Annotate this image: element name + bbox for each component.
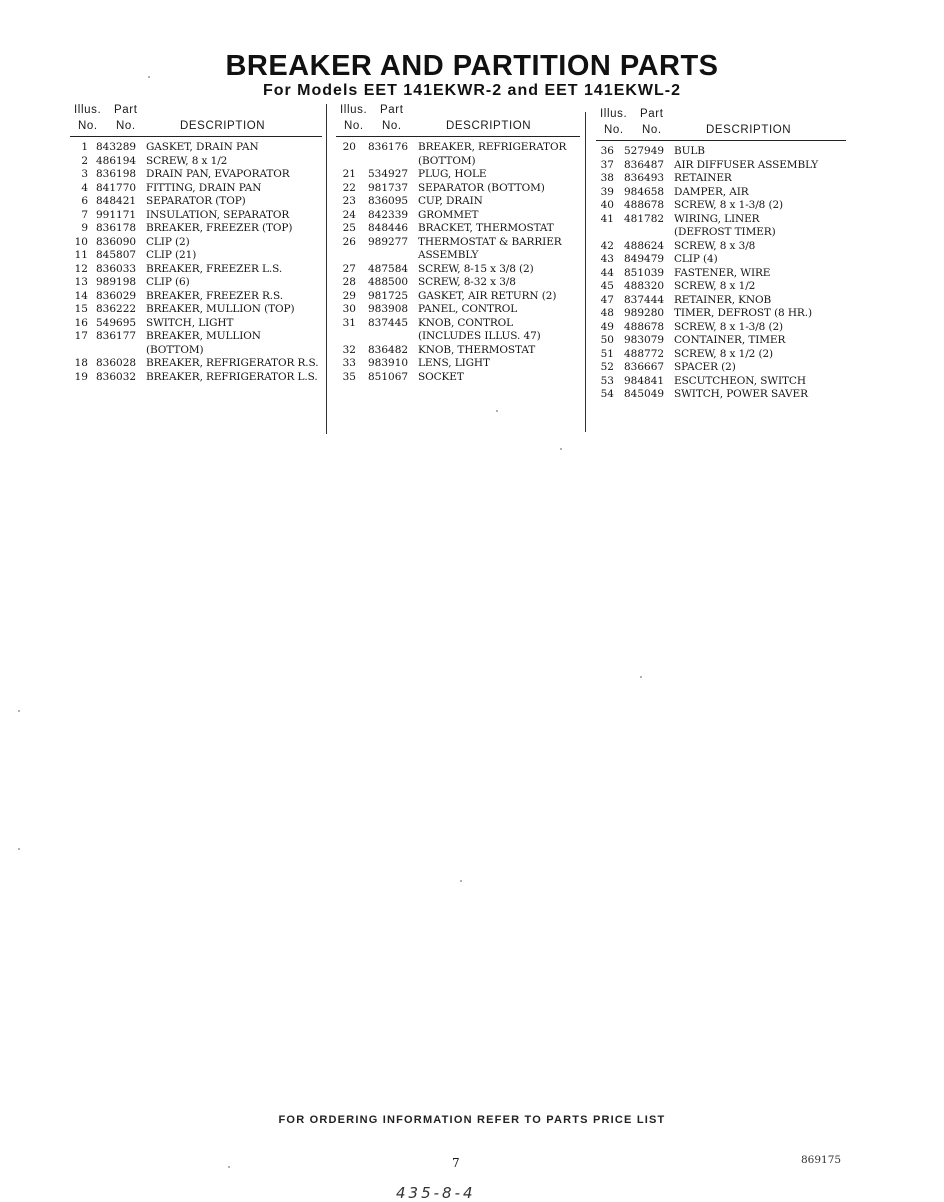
parts-row: [70, 303, 322, 317]
parts-row: [336, 141, 580, 155]
illus-number: 23: [342, 195, 356, 207]
part-number: 488678: [624, 199, 665, 211]
parts-row: [336, 330, 580, 344]
parts-row: [336, 236, 580, 250]
illus-number: 21: [342, 168, 356, 180]
part-description: BREAKER, MULLION: [146, 330, 261, 342]
column-header: [70, 104, 322, 136]
header-part-no: No.: [642, 124, 662, 136]
parts-row: [70, 141, 322, 155]
column-divider: [326, 104, 327, 434]
parts-row: [596, 294, 846, 308]
part-description: SCREW, 8 x 1-3/8 (2): [674, 320, 784, 333]
parts-row: [336, 371, 580, 385]
parts-row: [596, 334, 846, 348]
header-rule: [596, 140, 846, 141]
illus-number: 50: [600, 334, 614, 346]
part-number: 836198: [96, 168, 137, 180]
scan-speck: [560, 448, 562, 450]
part-description: FITTING, DRAIN PAN: [146, 181, 262, 194]
part-number: 836095: [368, 195, 409, 207]
part-number: 837445: [368, 316, 409, 329]
illus-number: 35: [342, 370, 356, 383]
illus-number: 47: [600, 293, 614, 306]
part-description: GROMMET: [418, 208, 479, 221]
scan-speck: [460, 880, 462, 882]
illus-number: 17: [74, 330, 88, 342]
part-number: 836032: [96, 370, 137, 383]
parts-row: [336, 276, 580, 290]
part-description: CLIP (2): [146, 235, 190, 248]
parts-row: [596, 172, 846, 186]
scan-speck: [18, 710, 20, 712]
part-description: LENS, LIGHT: [418, 357, 490, 369]
parts-row: [70, 290, 322, 304]
part-description: BREAKER, FREEZER L.S.: [146, 262, 283, 275]
header-illus-no: No.: [604, 124, 624, 136]
part-description: GASKET, AIR RETURN (2): [418, 289, 557, 302]
part-description: SPACER (2): [674, 361, 736, 373]
part-number: 983079: [624, 334, 665, 346]
part-number: 836177: [96, 330, 137, 342]
header-rule: [336, 136, 580, 137]
illus-number: 31: [342, 316, 356, 329]
part-description: (BOTTOM): [418, 154, 476, 167]
parts-row: [70, 155, 322, 169]
part-number: 481782: [624, 212, 665, 225]
parts-row: [336, 249, 580, 263]
illus-number: 39: [600, 185, 614, 198]
part-number: 843289: [96, 141, 137, 153]
illus-number: 14: [74, 289, 88, 302]
part-description: SCREW, 8 x 1-3/8 (2): [674, 199, 784, 211]
part-description: SCREW, 8-32 x 3/8: [418, 276, 516, 288]
illus-number: 10: [74, 235, 88, 248]
illus-number: 32: [342, 343, 356, 356]
part-description: BREAKER, REFRIGERATOR R.S.: [146, 357, 319, 369]
parts-column-1: [70, 104, 322, 384]
illus-number: 3: [81, 168, 88, 180]
part-description: PANEL, CONTROL: [418, 303, 518, 315]
header-description: DESCRIPTION: [446, 120, 532, 132]
part-number: 983908: [368, 303, 409, 315]
part-number: 836482: [368, 343, 409, 356]
part-description: BULB: [674, 145, 705, 157]
part-number: 851067: [368, 370, 409, 383]
illus-number: 9: [81, 222, 88, 234]
parts-row: [596, 388, 846, 402]
part-description: (INCLUDES ILLUS. 47): [418, 330, 541, 342]
part-number: 849479: [624, 253, 665, 265]
illus-number: 36: [600, 145, 614, 157]
parts-row: [596, 226, 846, 240]
part-number: 837444: [624, 293, 665, 306]
part-description: SWITCH, POWER SAVER: [674, 388, 808, 400]
illus-number: 7: [81, 208, 88, 221]
scan-speck: [640, 676, 642, 678]
part-description: SEPARATOR (BOTTOM): [418, 181, 545, 194]
part-number: 486194: [96, 154, 137, 167]
illus-number: 26: [342, 235, 356, 248]
header-illus-no: No.: [344, 120, 364, 132]
parts-row: [70, 344, 322, 358]
part-description: RETAINER, KNOB: [674, 293, 772, 306]
part-number: 991171: [96, 208, 137, 221]
part-description: CONTAINER, TIMER: [674, 334, 786, 346]
part-description: BREAKER, FREEZER (TOP): [146, 222, 293, 234]
column-header: [596, 108, 846, 140]
part-number: 981725: [368, 289, 409, 302]
parts-row: [70, 222, 322, 236]
illus-number: 42: [600, 239, 614, 252]
part-description: BRACKET, THERMOSTAT: [418, 222, 554, 234]
page-number: 7: [452, 1156, 460, 1170]
illus-number: 45: [600, 280, 614, 292]
part-number: 841770: [96, 181, 137, 194]
page-title: BREAKER AND PARTITION PARTS: [225, 50, 719, 82]
illus-number: 52: [600, 361, 614, 373]
parts-column-2: [336, 104, 580, 384]
illus-number: 49: [600, 320, 614, 333]
header-illus: Illus.: [340, 104, 368, 116]
part-number: 989280: [624, 307, 665, 319]
part-description: CLIP (6): [146, 276, 190, 288]
part-number: 836033: [96, 262, 137, 275]
page-subtitle: For Models EET 141EKWR-2 and EET 141EKWL-2: [262, 82, 682, 99]
illus-number: 18: [74, 357, 88, 369]
illus-number: 1: [81, 141, 88, 153]
parts-row: [336, 317, 580, 331]
illus-number: 28: [342, 276, 356, 288]
illus-number: 11: [74, 249, 88, 261]
part-description: DAMPER, AIR: [674, 185, 749, 198]
parts-row: [70, 276, 322, 290]
part-number: 534927: [368, 168, 409, 180]
parts-row: [336, 263, 580, 277]
illus-number: 12: [74, 262, 88, 275]
part-number: 848446: [368, 222, 409, 234]
header-description: DESCRIPTION: [180, 120, 266, 132]
part-description: AIR DIFFUSER ASSEMBLY: [674, 158, 819, 171]
illus-number: 44: [600, 266, 614, 279]
part-description: DRAIN PAN, EVAPORATOR: [146, 168, 290, 180]
parts-row: [596, 348, 846, 362]
part-description: CUP, DRAIN: [418, 195, 483, 207]
part-description: GASKET, DRAIN PAN: [146, 141, 259, 153]
part-number: 488624: [624, 239, 665, 252]
parts-row: [336, 303, 580, 317]
header-part: Part: [114, 104, 138, 116]
parts-row: [596, 145, 846, 159]
illus-number: 2: [81, 154, 88, 167]
parts-row: [70, 357, 322, 371]
parts-rows: [70, 141, 322, 384]
part-description: CLIP (21): [146, 249, 197, 261]
part-number: 836487: [624, 158, 665, 171]
part-number: 848421: [96, 195, 137, 207]
part-number: 983910: [368, 357, 409, 369]
parts-row: [596, 375, 846, 389]
parts-row: [70, 371, 322, 385]
part-description: WIRING, LINER: [674, 212, 760, 225]
parts-row: [596, 213, 846, 227]
parts-row: [596, 361, 846, 375]
illus-number: 24: [342, 208, 356, 221]
part-number: 836667: [624, 361, 665, 373]
illus-number: 38: [600, 172, 614, 184]
parts-row: [70, 249, 322, 263]
part-description: BREAKER, FREEZER R.S.: [146, 289, 283, 302]
parts-row: [336, 209, 580, 223]
part-number: 488678: [624, 320, 665, 333]
part-number: 845049: [624, 388, 665, 400]
parts-row: [596, 280, 846, 294]
header-part-no: No.: [116, 120, 136, 132]
part-number: 836222: [96, 303, 137, 315]
part-number: 836090: [96, 235, 137, 248]
illus-number: 20: [342, 141, 356, 153]
header-part: Part: [640, 108, 664, 120]
header-rule: [70, 136, 322, 137]
part-description: SCREW, 8 x 1/2 (2): [674, 347, 774, 360]
part-number: 488772: [624, 347, 665, 360]
illus-number: 15: [74, 303, 88, 315]
part-number: 989198: [96, 276, 137, 288]
part-number: 851039: [624, 266, 665, 279]
part-description: SOCKET: [418, 370, 464, 383]
part-number: 836176: [368, 141, 409, 153]
illus-number: 16: [74, 316, 88, 329]
header-illus-no: No.: [78, 120, 98, 132]
header-part: Part: [380, 104, 404, 116]
illus-number: 30: [342, 303, 356, 315]
part-description: INSULATION, SEPARATOR: [146, 208, 290, 221]
illus-number: 33: [342, 357, 356, 369]
part-description: BREAKER, REFRIGERATOR L.S.: [146, 370, 318, 383]
parts-row: [336, 168, 580, 182]
parts-row: [70, 168, 322, 182]
parts-row: [70, 195, 322, 209]
part-number: 984658: [624, 185, 665, 198]
parts-row: [336, 222, 580, 236]
part-number: 487584: [368, 262, 409, 275]
part-description: ESCUTCHEON, SWITCH: [674, 374, 806, 387]
illus-number: 25: [342, 222, 356, 234]
column-divider: [585, 112, 586, 432]
header-illus: Illus.: [74, 104, 102, 116]
illus-number: 37: [600, 158, 614, 171]
scan-speck: [148, 76, 150, 78]
parts-row: [336, 290, 580, 304]
illus-number: 29: [342, 289, 356, 302]
illus-number: 40: [600, 199, 614, 211]
part-description: BREAKER, MULLION (TOP): [146, 303, 295, 315]
parts-column-3: [596, 108, 846, 402]
scan-speck: [18, 848, 20, 850]
part-description: SWITCH, LIGHT: [146, 316, 234, 329]
parts-rows: [596, 145, 846, 402]
illus-number: 27: [342, 262, 356, 275]
parts-row: [336, 155, 580, 169]
parts-row: [596, 240, 846, 254]
parts-row: [336, 195, 580, 209]
header-description: DESCRIPTION: [706, 124, 792, 136]
part-description: ASSEMBLY: [418, 249, 479, 261]
header-part-no: No.: [382, 120, 402, 132]
part-description: THERMOSTAT & BARRIER: [418, 235, 562, 248]
part-description: KNOB, CONTROL: [418, 316, 514, 329]
ordering-note: FOR ORDERING INFORMATION REFER TO PARTS PRICE LIST: [278, 1114, 666, 1126]
scan-speck: [228, 1166, 230, 1168]
illus-number: 19: [74, 370, 88, 383]
header-illus: Illus.: [600, 108, 628, 120]
part-number: 549695: [96, 316, 137, 329]
handwritten-note: 435-8-4: [396, 1184, 476, 1202]
part-number: 488320: [624, 280, 665, 292]
illus-number: 4: [81, 181, 88, 194]
document-number: 869175: [801, 1154, 842, 1166]
parts-rows: [336, 141, 580, 384]
part-description: BREAKER, REFRIGERATOR: [418, 141, 567, 153]
part-description: SCREW, 8 x 3/8: [674, 239, 756, 252]
part-number: 527949: [624, 145, 665, 157]
part-number: 836493: [624, 172, 665, 184]
parts-row: [70, 182, 322, 196]
parts-row: [70, 317, 322, 331]
illus-number: 6: [81, 195, 88, 207]
scan-speck: [496, 410, 498, 412]
parts-row: [336, 357, 580, 371]
illus-number: 43: [600, 253, 614, 265]
parts-row: [70, 209, 322, 223]
part-description: KNOB, THERMOSTAT: [418, 343, 536, 356]
part-description: CLIP (4): [674, 253, 718, 265]
part-number: 981737: [368, 181, 409, 194]
part-number: 984841: [624, 374, 665, 387]
part-description: FASTENER, WIRE: [674, 266, 771, 279]
column-header: [336, 104, 580, 136]
part-description: (DEFROST TIMER): [674, 226, 776, 238]
part-number: 836178: [96, 222, 137, 234]
part-description: SEPARATOR (TOP): [146, 195, 246, 207]
parts-row: [70, 263, 322, 277]
parts-row: [336, 182, 580, 196]
part-description: SCREW, 8 x 1/2: [674, 280, 756, 292]
part-number: 488500: [368, 276, 409, 288]
part-number: 836028: [96, 357, 137, 369]
illus-number: 41: [600, 212, 614, 225]
part-description: (BOTTOM): [146, 343, 204, 356]
illus-number: 53: [600, 374, 614, 387]
parts-row: [596, 253, 846, 267]
part-description: PLUG, HOLE: [418, 168, 487, 180]
part-description: SCREW, 8 x 1/2: [146, 154, 228, 167]
parts-row: [596, 159, 846, 173]
illus-number: 48: [600, 307, 614, 319]
parts-row: [70, 236, 322, 250]
part-description: SCREW, 8-15 x 3/8 (2): [418, 262, 534, 275]
parts-row: [70, 330, 322, 344]
illus-number: 13: [74, 276, 88, 288]
parts-row: [596, 307, 846, 321]
part-description: TIMER, DEFROST (8 HR.): [674, 307, 812, 319]
illus-number: 51: [600, 347, 614, 360]
illus-number: 54: [600, 388, 614, 400]
part-number: 989277: [368, 235, 409, 248]
parts-row: [336, 344, 580, 358]
part-number: 836029: [96, 289, 137, 302]
parts-row: [596, 199, 846, 213]
parts-row: [596, 186, 846, 200]
part-number: 842339: [368, 208, 409, 221]
parts-row: [596, 267, 846, 281]
part-number: 845807: [96, 249, 137, 261]
illus-number: 22: [342, 181, 356, 194]
parts-row: [596, 321, 846, 335]
part-description: RETAINER: [674, 172, 732, 184]
